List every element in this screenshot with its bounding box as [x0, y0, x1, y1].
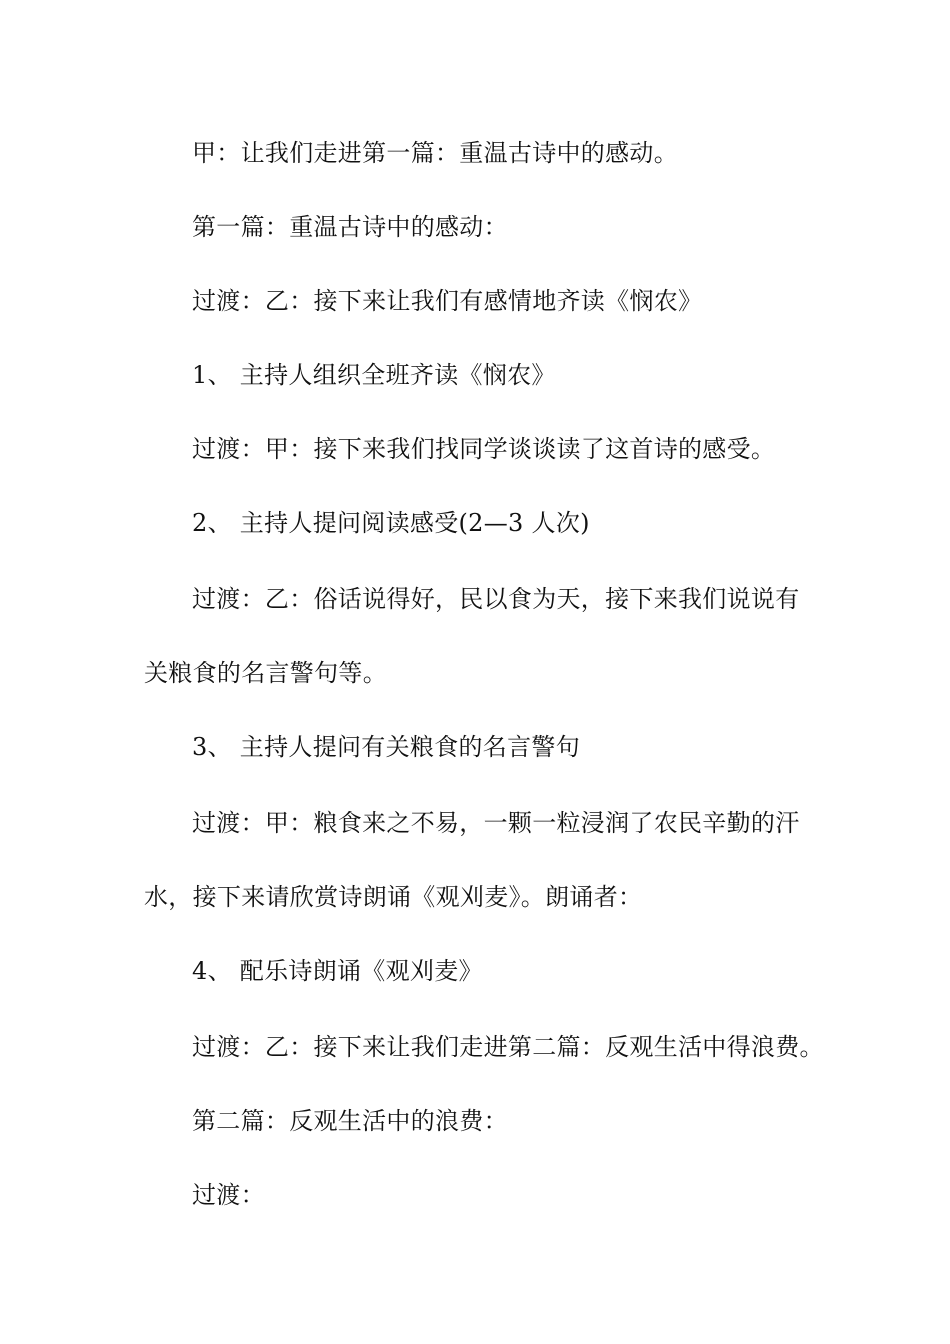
section-heading: 第一篇：重温古诗中的感动： — [192, 213, 508, 241]
paragraph-line: 过渡：甲：粮食来之不易，一颗一粒浸润了农民辛勤的汗 — [192, 809, 800, 837]
section-heading: 第二篇：反观生活中的浪费： — [192, 1107, 508, 1135]
list-item: 2、 主持人提问阅读感受(2—3 人次) — [192, 509, 590, 537]
paragraph-line: 过渡：乙：接下来让我们有感情地齐读《悯农》 — [192, 287, 703, 315]
paragraph-line: 过渡：甲：接下来我们找同学谈谈读了这首诗的感受。 — [192, 435, 776, 463]
paragraph-line: 过渡： — [192, 1181, 265, 1209]
list-item: 3、 主持人提问有关粮食的名言警句 — [192, 733, 580, 761]
list-item: 4、 配乐诗朗诵《观刈麦》 — [192, 957, 483, 985]
list-item: 1、 主持人组织全班齐读《悯农》 — [192, 361, 556, 389]
paragraph-line: 甲：让我们走进第一篇：重温古诗中的感动。 — [192, 139, 678, 167]
paragraph-line: 过渡：乙：俗话说得好，民以食为天，接下来我们说说有 — [192, 585, 800, 613]
paragraph-line: 过渡：乙：接下来让我们走进第二篇：反观生活中得浪费。 — [192, 1033, 824, 1061]
paragraph-line-continuation: 水，接下来请欣赏诗朗诵《观刈麦》。朗诵者： — [144, 883, 643, 911]
paragraph-line-continuation: 关粮食的名言警句等。 — [144, 659, 387, 687]
